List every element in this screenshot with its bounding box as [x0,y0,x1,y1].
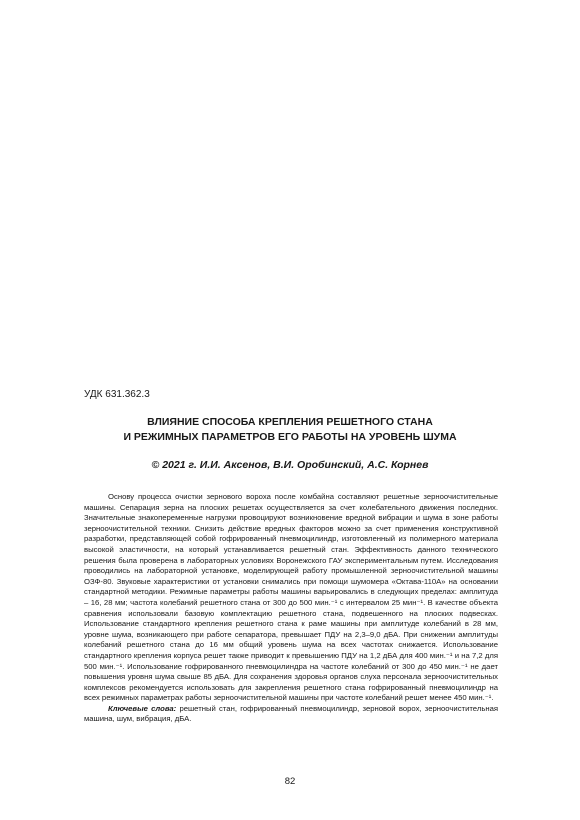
authors: © 2021 г. И.И. Аксенов, В.И. Оробинский, А.С. Корнев [151,459,429,471]
keywords-text: решетный стан, гофрированный пневмоцилиндр, зерновой ворох, зерноочистительная машина, шум, вибрация, дБА. [84,703,499,724]
page-number: 82 [284,776,296,787]
udc-code: УДК 631.362.3 [84,389,150,400]
article-title-line-2: И РЕЖИМНЫХ ПАРАМЕТРОВ ЕГО РАБОТЫ НА УРОВЕНЬ ШУМА [123,431,457,443]
keywords-label: Ключевые слова: [108,703,177,713]
article-title-line-1: ВЛИЯНИЕ СПОСОБА КРЕПЛЕНИЯ РЕШЕТНОГО СТАНА [147,416,433,428]
abstract [84,492,498,725]
abstract-text: Основу процесса очистки зернового вороха после комбайна составляют решетные зерноочистительные машины. Сепарация зерна на плоских решетах осуществляется за счет колебательного движения последних. Значительные знакопеременные нагрузки провоцируют возникновение вредной вибрации и шума в зоне работы зерноочистительной техники. Снизить действие вредных факторов можно за счет применения конструктивной разработки, представляющей собой гофрированный пневмоцилиндр, изготовленный из полимерного материала высокой эластичности, на который устанавливается решетный стан. Эффективность данного технического решения была проверена в лабораторных условиях Воронежского ГАУ экспериментальным путем. Исследования проводились на лабораторной установке, моделирующей работу промышленной зерноочистительной машины ОЗФ-80. Звуковые характеристики от установки снимались при помощи шумомера «Октава-110А» на основании стандартной методики. Режимные параметры работы машины варьировались в следующих пределах: амплитуда – 16, 28 мм; частота колебаний решетного стана от 300 до 500 мин.⁻¹ с интервалом 25 мин⁻¹. В качестве объекта сравнения использовали базовую комплектацию решетного стана, подвешенного на плоских подвесках. Использование стандартного крепления решетного стана к раме машины при амплитуде колебаний в 28 мм, уровне шума, возникающего при работе сепаратора, превышает ПДУ на 2,3–9,0 дБА. При снижении амплитуды колебаний решетного стана до 16 мм общий уровень шума на всех частотах снижается. Использование стандартного крепления корпуса решет также приводит к превышению ПДУ на 1,2 дБА для 400 мин.⁻¹ и на 7,2 для 500 мин.⁻¹. Использование гофрированного пневмоцилиндра на частоте колебаний от 300 до 450 мин.⁻¹ не дает повышения уровня шума свыше 85 дБА. Для сохранения здоровья органов слуха персонала зерноочистительных комплексов рекомендуется использовать для закрепления решетного стана гофрированный пневмоцилиндр на всех режимных параметрах работы зерноочистительной машины при частоте колебаний решет менее 450 мин.⁻¹. [84,492,498,703]
keywords-paragraph [84,704,498,725]
